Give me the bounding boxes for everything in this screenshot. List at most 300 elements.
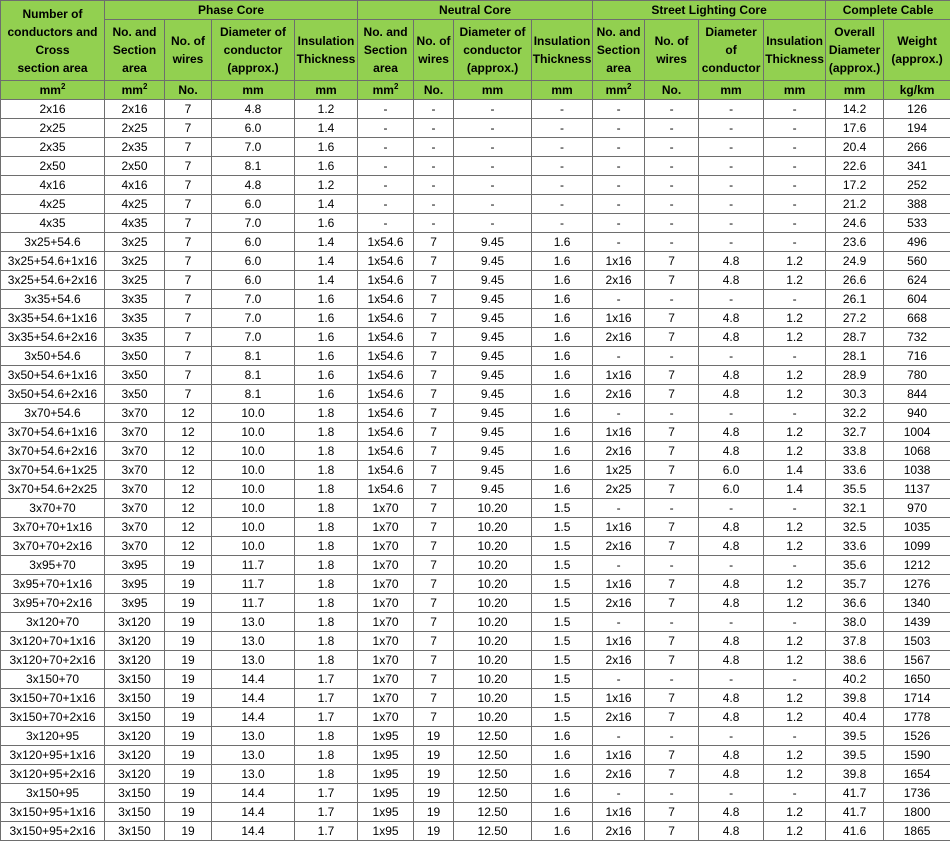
table-cell: 7	[414, 632, 454, 651]
table-cell: 2x16	[593, 537, 645, 556]
table-cell: 1x70	[358, 689, 414, 708]
table-cell: 10.0	[212, 480, 295, 499]
table-cell: 39.5	[826, 746, 884, 765]
table-cell: 14.4	[212, 803, 295, 822]
table-cell: 11.7	[212, 575, 295, 594]
table-cell: 12.50	[454, 784, 532, 803]
table-cell: 1.7	[295, 822, 358, 841]
table-cell: 1.8	[295, 499, 358, 518]
table-cell: 1x70	[358, 537, 414, 556]
table-cell: 1.6	[295, 309, 358, 328]
table-cell: -	[645, 404, 699, 423]
table-cell: 7.0	[212, 290, 295, 309]
table-cell: 7	[645, 518, 699, 537]
table-cell: 1x70	[358, 613, 414, 632]
table-cell: 19	[165, 746, 212, 765]
table-cell: 6.0	[212, 119, 295, 138]
table-cell: 6.0	[699, 461, 764, 480]
table-cell: -	[645, 613, 699, 632]
table-cell: 3x35	[105, 309, 165, 328]
table-cell: 970	[884, 499, 950, 518]
table-cell: 1004	[884, 423, 950, 442]
table-cell: -	[593, 214, 645, 233]
table-cell: 3x120+95	[1, 727, 105, 746]
table-cell: -	[764, 613, 826, 632]
table-cell: 7	[414, 461, 454, 480]
table-cell: 604	[884, 290, 950, 309]
table-cell: 7	[414, 385, 454, 404]
table-cell: -	[764, 157, 826, 176]
table-cell: 1276	[884, 575, 950, 594]
table-cell: 3x35+54.6+1x16	[1, 309, 105, 328]
table-cell: 4.8	[699, 385, 764, 404]
table-row	[1, 404, 950, 423]
table-cell: 7	[645, 689, 699, 708]
table-cell: 7	[165, 138, 212, 157]
table-cell: 1.8	[295, 575, 358, 594]
table-cell: 19	[165, 556, 212, 575]
table-cell: 1x54.6	[358, 442, 414, 461]
table-cell: 3x95	[105, 556, 165, 575]
table-cell: 35.6	[826, 556, 884, 575]
table-cell: 9.45	[454, 461, 532, 480]
table-row	[1, 708, 950, 727]
table-cell: 13.0	[212, 765, 295, 784]
table-cell: 2x16	[593, 594, 645, 613]
table-cell: 3x150+95	[1, 784, 105, 803]
table-cell: 40.2	[826, 670, 884, 689]
table-cell: 19	[414, 822, 454, 841]
table-cell: -	[699, 556, 764, 575]
table-cell: 3x150+70+2x16	[1, 708, 105, 727]
table-cell: 20.4	[826, 138, 884, 157]
table-cell: 3x70+54.6+2x25	[1, 480, 105, 499]
table-cell: 3x35	[105, 290, 165, 309]
table-cell: 266	[884, 138, 950, 157]
header-weight: Weight (approx.)	[884, 20, 950, 81]
table-cell: 1212	[884, 556, 950, 575]
table-cell: 3x35+54.6	[1, 290, 105, 309]
table-cell: -	[593, 138, 645, 157]
table-cell: 3x150	[105, 708, 165, 727]
table-cell: -	[645, 195, 699, 214]
table-cell: -	[593, 100, 645, 119]
table-cell: 12.50	[454, 822, 532, 841]
table-cell: 10.20	[454, 613, 532, 632]
table-cell: 14.4	[212, 670, 295, 689]
table-cell: 1.7	[295, 708, 358, 727]
table-row	[1, 575, 950, 594]
table-cell: 1.6	[532, 233, 593, 252]
table-cell: 3x150+95+1x16	[1, 803, 105, 822]
table-cell: 12	[165, 461, 212, 480]
table-row	[1, 309, 950, 328]
table-cell: 1.5	[532, 499, 593, 518]
table-cell: 1714	[884, 689, 950, 708]
table-cell: 19	[414, 765, 454, 784]
table-cell: -	[593, 727, 645, 746]
table-cell: 1.2	[764, 271, 826, 290]
table-cell: 2x16	[593, 708, 645, 727]
table-cell: 3x70+54.6	[1, 404, 105, 423]
table-cell: 4x16	[1, 176, 105, 195]
table-cell: 1.8	[295, 423, 358, 442]
table-cell: 1x70	[358, 670, 414, 689]
table-cell: 1x95	[358, 727, 414, 746]
table-cell: 26.6	[826, 271, 884, 290]
table-cell: -	[699, 100, 764, 119]
table-cell: 1.2	[764, 385, 826, 404]
table-cell: 1.8	[295, 518, 358, 537]
table-cell: 1.8	[295, 632, 358, 651]
table-cell: 3x150+70+1x16	[1, 689, 105, 708]
table-cell: 7	[414, 518, 454, 537]
table-row	[1, 594, 950, 613]
table-cell: 1.2	[764, 328, 826, 347]
table-cell: 1.8	[295, 442, 358, 461]
table-cell: 10.0	[212, 442, 295, 461]
table-cell: 1x95	[358, 765, 414, 784]
table-cell: 1778	[884, 708, 950, 727]
table-cell: 1.6	[532, 784, 593, 803]
table-cell: 30.3	[826, 385, 884, 404]
table-cell: 7.0	[212, 214, 295, 233]
table-cell: 9.45	[454, 366, 532, 385]
table-cell: 3x120+95+2x16	[1, 765, 105, 784]
table-cell: 9.45	[454, 480, 532, 499]
table-cell: 10.20	[454, 689, 532, 708]
table-cell: 28.9	[826, 366, 884, 385]
table-cell: -	[699, 347, 764, 366]
table-cell: -	[532, 119, 593, 138]
header-phase-section: No. and Section area	[105, 20, 165, 81]
table-cell: -	[764, 138, 826, 157]
table-cell: 17.2	[826, 176, 884, 195]
table-cell: 10.0	[212, 461, 295, 480]
table-cell: -	[358, 195, 414, 214]
table-cell: 6.0	[699, 480, 764, 499]
table-header	[1, 1, 950, 100]
table-cell: 3x25	[105, 233, 165, 252]
table-row	[1, 461, 950, 480]
table-cell: 2x25	[1, 119, 105, 138]
table-cell: -	[699, 784, 764, 803]
table-cell: 4.8	[699, 803, 764, 822]
table-cell: 1.2	[764, 651, 826, 670]
table-cell: 7	[645, 480, 699, 499]
table-cell: -	[699, 195, 764, 214]
header-neutral-diameter: Diameter of conductor (approx.)	[454, 20, 532, 81]
table-cell: 1x16	[593, 803, 645, 822]
table-cell: -	[414, 138, 454, 157]
table-cell: 1x54.6	[358, 347, 414, 366]
table-cell: 1.2	[764, 632, 826, 651]
table-cell: 39.5	[826, 727, 884, 746]
table-cell: 4.8	[699, 518, 764, 537]
unit-cell: mm	[764, 81, 826, 100]
table-cell: 1736	[884, 784, 950, 803]
table-cell: -	[699, 290, 764, 309]
header-phase-insulation: Insulation Thickness	[295, 20, 358, 81]
table-cell: 194	[884, 119, 950, 138]
table-row	[1, 499, 950, 518]
table-cell: 1.2	[764, 803, 826, 822]
table-row	[1, 480, 950, 499]
table-cell: -	[764, 670, 826, 689]
table-row	[1, 803, 950, 822]
table-cell: -	[764, 404, 826, 423]
table-cell: 1.2	[764, 708, 826, 727]
table-cell: 1x54.6	[358, 480, 414, 499]
table-cell: 1.6	[532, 423, 593, 442]
table-cell: 7	[414, 651, 454, 670]
table-cell: -	[764, 195, 826, 214]
table-cell: -	[645, 176, 699, 195]
table-cell: 6.0	[212, 271, 295, 290]
table-cell: 1x54.6	[358, 423, 414, 442]
table-cell: 19	[165, 594, 212, 613]
table-cell: 7	[645, 822, 699, 841]
table-cell: 2x16	[593, 765, 645, 784]
table-cell: 1.2	[295, 176, 358, 195]
table-cell: 19	[414, 746, 454, 765]
table-cell: 1x70	[358, 632, 414, 651]
table-cell: 3x120+95+1x16	[1, 746, 105, 765]
table-cell: 1.7	[295, 689, 358, 708]
table-cell: 1x54.6	[358, 252, 414, 271]
unit-cell: $mm^2$	[1, 81, 105, 100]
header-conductors-cross-section: Number of conductors and Cross section area	[1, 1, 105, 81]
table-cell: 3x70+54.6+2x16	[1, 442, 105, 461]
table-row	[1, 746, 950, 765]
table-cell: 1x70	[358, 575, 414, 594]
table-row	[1, 385, 950, 404]
table-cell: 1x16	[593, 575, 645, 594]
table-cell: 8.1	[212, 347, 295, 366]
table-cell: 26.1	[826, 290, 884, 309]
table-cell: 8.1	[212, 366, 295, 385]
table-cell: 19	[165, 613, 212, 632]
table-cell: -	[699, 727, 764, 746]
table-cell: 4.8	[699, 423, 764, 442]
table-cell: 7	[645, 537, 699, 556]
header-neutral-insulation: Insulation Thickness	[532, 20, 593, 81]
table-cell: 3x95+70+2x16	[1, 594, 105, 613]
table-row	[1, 195, 950, 214]
table-cell: -	[454, 195, 532, 214]
table-cell: 1.2	[764, 366, 826, 385]
table-cell: 3x25	[105, 252, 165, 271]
table-cell: 4.8	[699, 822, 764, 841]
table-cell: -	[593, 195, 645, 214]
table-cell: -	[414, 157, 454, 176]
table-cell: 1.6	[532, 822, 593, 841]
table-cell: 7	[414, 556, 454, 575]
table-cell: 19	[165, 822, 212, 841]
table-cell: 41.7	[826, 803, 884, 822]
table-row	[1, 366, 950, 385]
table-row	[1, 689, 950, 708]
table-cell: 10.0	[212, 499, 295, 518]
table-cell: 38.6	[826, 651, 884, 670]
table-cell: 19	[165, 651, 212, 670]
table-cell: 1865	[884, 822, 950, 841]
table-cell: 11.7	[212, 594, 295, 613]
table-cell: -	[358, 157, 414, 176]
table-cell: 1.4	[295, 233, 358, 252]
table-cell: 1.5	[532, 575, 593, 594]
table-cell: 3x120	[105, 765, 165, 784]
table-cell: 3x50	[105, 347, 165, 366]
table-cell: 1.6	[295, 214, 358, 233]
table-cell: 1x16	[593, 746, 645, 765]
table-cell: 1.2	[764, 537, 826, 556]
header-street-wires: No. of wires	[645, 20, 699, 81]
table-cell: 19	[165, 689, 212, 708]
header-group-street-lighting-core: Street Lighting Core	[593, 1, 826, 20]
table-cell: -	[414, 100, 454, 119]
table-cell: -	[645, 784, 699, 803]
table-cell: 1.5	[532, 670, 593, 689]
table-cell: 4.8	[699, 442, 764, 461]
table-cell: 1.8	[295, 746, 358, 765]
table-row	[1, 157, 950, 176]
table-cell: 4.8	[699, 765, 764, 784]
table-cell: -	[593, 176, 645, 195]
table-cell: 7	[645, 746, 699, 765]
table-cell: 9.45	[454, 347, 532, 366]
table-cell: 14.4	[212, 822, 295, 841]
table-cell: 1.2	[295, 100, 358, 119]
table-cell: 3x70+70+1x16	[1, 518, 105, 537]
table-cell: 3x120+70+2x16	[1, 651, 105, 670]
table-cell: 7	[645, 423, 699, 442]
table-cell: -	[532, 214, 593, 233]
table-cell: 1.2	[764, 575, 826, 594]
table-cell: 1.5	[532, 689, 593, 708]
table-cell: 1.6	[532, 271, 593, 290]
table-cell: 4.8	[212, 100, 295, 119]
table-cell: 7	[165, 309, 212, 328]
table-cell: 3x150	[105, 803, 165, 822]
table-cell: 7	[645, 803, 699, 822]
table-cell: 7	[165, 100, 212, 119]
table-cell: 2x16	[1, 100, 105, 119]
table-cell: 32.7	[826, 423, 884, 442]
table-cell: 40.4	[826, 708, 884, 727]
table-cell: 24.6	[826, 214, 884, 233]
table-cell: 7.0	[212, 328, 295, 347]
table-cell: 6.0	[212, 195, 295, 214]
table-cell: 1.6	[532, 442, 593, 461]
table-cell: -	[699, 404, 764, 423]
table-cell: 780	[884, 366, 950, 385]
table-cell: 1.6	[295, 347, 358, 366]
table-cell: 3x70	[105, 518, 165, 537]
table-row	[1, 328, 950, 347]
table-cell: 7	[645, 765, 699, 784]
table-row	[1, 822, 950, 841]
table-row	[1, 214, 950, 233]
table-row	[1, 100, 950, 119]
table-cell: 1.5	[532, 518, 593, 537]
table-cell: 17.6	[826, 119, 884, 138]
table-cell: 7	[645, 366, 699, 385]
table-cell: 19	[414, 803, 454, 822]
table-cell: 19	[414, 727, 454, 746]
table-cell: 1.5	[532, 613, 593, 632]
table-cell: 1.5	[532, 632, 593, 651]
table-cell: 1.5	[532, 556, 593, 575]
table-cell: 1.8	[295, 727, 358, 746]
table-row	[1, 784, 950, 803]
table-cell: 3x50	[105, 385, 165, 404]
table-cell: -	[699, 613, 764, 632]
table-cell: 1.6	[295, 290, 358, 309]
table-cell: 3x120	[105, 651, 165, 670]
table-cell: 1.4	[764, 461, 826, 480]
header-street-insulation: Insulation Thickness	[764, 20, 826, 81]
table-cell: 32.2	[826, 404, 884, 423]
table-row	[1, 138, 950, 157]
table-cell: 252	[884, 176, 950, 195]
table-cell: 1x54.6	[358, 385, 414, 404]
table-cell: 1.6	[532, 366, 593, 385]
table-cell: 2x16	[593, 442, 645, 461]
table-cell: -	[454, 100, 532, 119]
table-cell: 3x120	[105, 727, 165, 746]
table-cell: -	[699, 670, 764, 689]
table-cell: 1x70	[358, 556, 414, 575]
table-cell: -	[764, 556, 826, 575]
table-cell: 1x25	[593, 461, 645, 480]
table-cell: 24.9	[826, 252, 884, 271]
table-cell: 36.6	[826, 594, 884, 613]
table-cell: 41.7	[826, 784, 884, 803]
table-cell: 7	[414, 708, 454, 727]
table-cell: 9.45	[454, 423, 532, 442]
table-cell: 9.45	[454, 385, 532, 404]
table-cell: 3x120	[105, 613, 165, 632]
table-cell: -	[645, 119, 699, 138]
table-cell: 1.8	[295, 480, 358, 499]
table-cell: 7	[414, 404, 454, 423]
table-cell: -	[593, 290, 645, 309]
table-cell: 10.0	[212, 537, 295, 556]
table-cell: 1.5	[532, 537, 593, 556]
table-cell: 10.0	[212, 423, 295, 442]
table-cell: 14.4	[212, 689, 295, 708]
table-cell: 496	[884, 233, 950, 252]
table-cell: 1.8	[295, 461, 358, 480]
table-cell: 7	[165, 214, 212, 233]
table-cell: 7	[165, 233, 212, 252]
table-row	[1, 442, 950, 461]
table-cell: 2x50	[105, 157, 165, 176]
table-cell: 3x95+70+1x16	[1, 575, 105, 594]
table-cell: 3x70	[105, 480, 165, 499]
table-cell: 3x25+54.6+2x16	[1, 271, 105, 290]
table-cell: -	[358, 138, 414, 157]
table-cell: 7	[645, 442, 699, 461]
table-cell: 13.0	[212, 651, 295, 670]
table-cell: 7	[645, 651, 699, 670]
table-cell: 7	[414, 290, 454, 309]
table-cell: 1654	[884, 765, 950, 784]
table-row	[1, 727, 950, 746]
table-cell: 1.8	[295, 651, 358, 670]
table-cell: 9.45	[454, 271, 532, 290]
